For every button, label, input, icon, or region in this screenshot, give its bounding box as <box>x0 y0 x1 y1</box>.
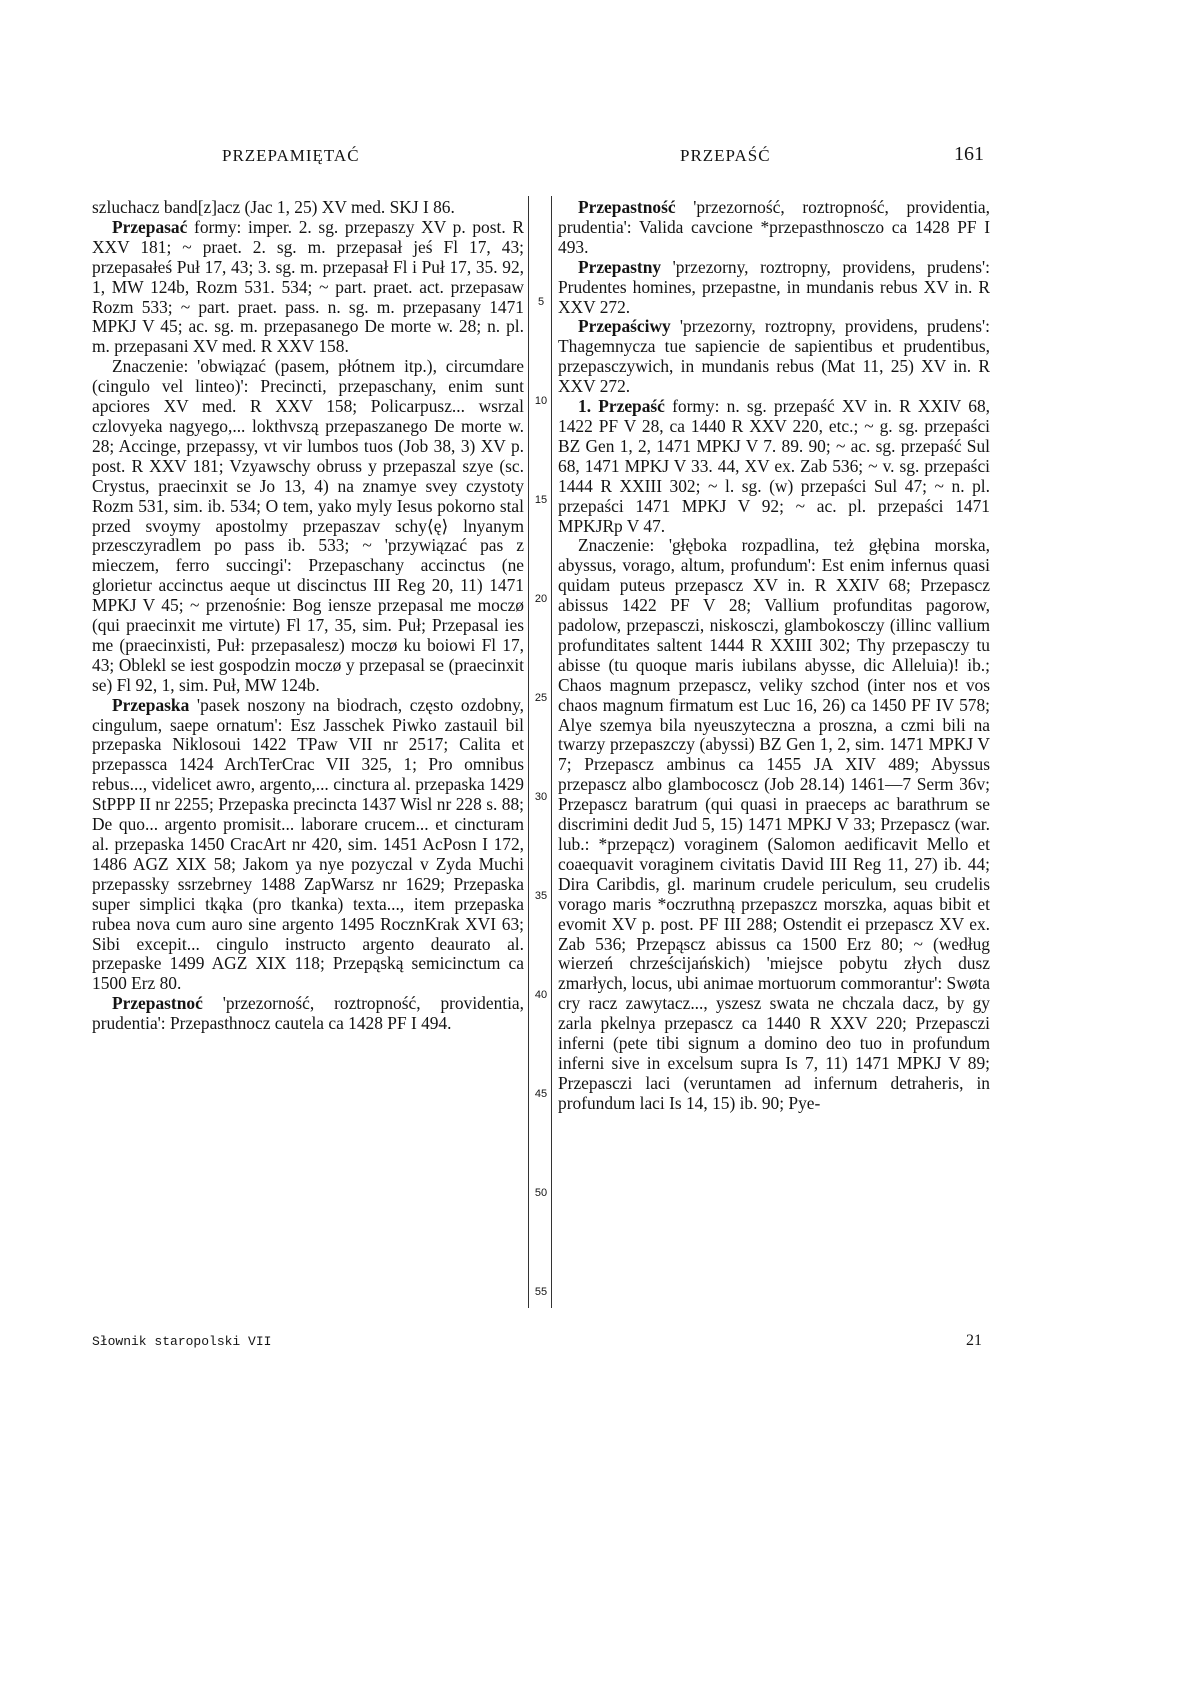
column-rule-left <box>528 196 529 1308</box>
footer-volume-title: Słownik staropolski VII <box>92 1334 272 1349</box>
line-number: 40 <box>534 989 548 1001</box>
line-number: 50 <box>534 1187 548 1199</box>
page-number: 161 <box>954 143 984 165</box>
entry-headword: Przepaska <box>112 694 190 715</box>
entry-headword: Przepastnoć <box>112 993 203 1014</box>
entry-headword: Przepaściwy <box>578 316 671 337</box>
entry-body: 'przezorny, roztropny, providens, prudens': Thagemnycza tue sapiencie de sapientibus et prudentibus, przepasczywich, in mundanis rebus (Mat 11, 25) XV in. R XXV 272. <box>558 316 990 397</box>
entry-continuation: szluchacz band[z]acz (Jac 1, 25) XV med. SKJ I 86. <box>92 197 455 217</box>
entry-body: formy: n. sg. przepaść XV in. R XXIV 68, 1422 PF V 28, ca 1440 R XXV 220, etc.; ~ g. sg. przepaści BZ Gen 1, 2, 1471 MPKJ V 7. 89. 90; ~ ac. sg. przepaść Sul 68, 1471 MPKJ V 33. 44, XV ex. Zab 536; ~ v. sg. przepaści 1444 R XXIII 302; ~ l. sg. (w) przepaści Sul 47; ~ n. pl. przepaści 1471 MPKJ V 92; ~ ac. pl. przepaści 1471 MPKJRp V 47. <box>558 396 990 536</box>
dictionary-entry <box>558 317 990 397</box>
dictionary-entry <box>92 994 524 1034</box>
running-head-left: PRZEPAMIĘTAĆ <box>222 146 360 165</box>
entry-meaning: Znaczenie: 'obwiązać (pasem, płótnem itp.), circumdare (cingulo vel linteo)': Precincti, przepaschany, enim sunt apciores XV med. R XXV 158; Policarpusz... wsrzal czlovyeka nagyego,... lokthvszą przepaszanego De morte w. 28; Accinge, przepassy, vt vir lumbos tuos (Job 38, 3) XV p. post. R XXV 181; Vzyawschy obruss y przepaszal szye (sc. Crystus, praecinxit se Jo 13, 4) na znamye svey czystoty Rozm 531, sim. ib. 534; O tem, yako myly Iesus pokorno stal przed svoymy apostolmy przepaszav schy⟨ę⟩ lnyanym przesczyradlem po pass ib. 533; ~ 'przywiązać pas z mieczem, ferro succingi': Przepaschany accinctus (ne glorietur accinctus aeque ut discinctus III Reg 20, 11) 1471 MPKJ V 45; ~ przenośnie: Bog iensze przepasal me moczø (qui praecinxit me virtute) Fl 17, 35, sim. Puł; Przepasal ies me (praecinxisti, Puł: przepasalesz) moczø ku boiowi Fl 17, 43; Oblekl se iest gospodzin moczø y przepasal se (praecinxit se) Fl 92, 1, sim. Puł, MW 124b. <box>92 356 524 695</box>
entry-body: 'przezorny, roztropny, providens, prudens': Prudentes homines, przepastne, in mundanis rebus XV in. R XXV 272. <box>558 256 990 317</box>
entry-headword: Przepastność <box>578 197 676 217</box>
line-number: 15 <box>534 494 548 506</box>
line-number: 55 <box>534 1286 548 1298</box>
dictionary-entry <box>558 258 990 318</box>
line-number: 35 <box>534 890 548 902</box>
dictionary-entry <box>558 397 990 536</box>
left-column <box>92 198 524 1034</box>
footer-signature: 21 <box>966 1332 982 1349</box>
entry-body: 'pasek noszony na biodrach, często ozdobny, cingulum, saepe ornatum': Esz Jasschek Piwko zastauil bil przepaska Niklosoui 1422 TPaw VII nr 2517; Calita et przepassca 1424 ArchTerCrac VII 325, 1; Pro omnibus rebus..., videlicet awro, argento,... cinctura al. przepaska 1429 StPPP II nr 2255; Przepaska precincta 1437 Wisl nr 228 s. 88; De quo... argento promisit... laborare crucem... et cincturam al. przepaska 1450 CracArt nr 420, sim. 1451 AcPosn I 172, 1486 AGZ XIX 58; Jakom ya nye pozyczal v Zyda Muchi przepassky ssrzebrney 1488 ZapWarsz nr 1629; Przepaska super simplici tkąka (pro tkanka) texta..., item przepaska rubea nova cum auro sine argento 1495 RocznKrak XVI 63; Sibi excepit... cingulo instructo argento deaurato al. przepaske 1499 AGZ XIX 118; Przepąską semicinctum ca 1500 Erz 80. <box>92 694 524 994</box>
entry-meaning: Znaczenie: 'głęboka rozpadlina, też głębina morska, abyssus, vorago, altum, profundum': Est enim infernus quasi quidam puteus przepascz XV in. R XXIV 68; Przepascz abissus 1422 PF V 28; Vallium profunditas pagorow, padolow, przepasczi, niskosczi, glambokosczy (illinc vallium profunditates saltent 1444 R XXIII 302; Thy przepasczy tu abisse (tu quoque maris iubilans abysse, dic Alleluia)! ib.; Chaos magnum przepascz, veliky szchod (inter nos et vos chaos magnum firmatum est Luc 16, 26) ca 1450 PF IV 578; Alye szemya bila nyeuszyteczna a proszna, a czmi bili na twarzy przepaszczy (abyssi) BZ Gen 1, 2, sim. 1471 MPKJ V 7; Przepascz ambinus ca 1455 JA XIV 489; Abyssus przepascz albo glambocoscz (Job 28.14) 1461—7 Serm 36v; Przepascz baratrum (qui quasi in praeceps ac barathrum se discrimini dedit Jud 5, 15) 1471 MPKJ V 33; Przepascz (war. lub.: *przepącz) voraginem (Salomon aedificavit Mello et coaequavit voraginem civitatis David III Reg 11, 27) ib. 44; Dira Caribdis, gl. marinum crudele periculum, seu crudelis vorago maris *oczruthną przepaszcz morszka, aquas bibit et evomit XV p. post. PF III 288; Ostendit ei przepascz XV ex. Zab 536; Przepąscz abissus ca 1500 Erz 80; ~ (według wierzeń chrześcijańskich) 'miejsce pobytu złych dusz zmarłych, locus, ubi animae mortuorum commorantur': Swøta cry racz zawytacz..., yszesz swata ne chczala dacz, by gy zarla pkelnya przepascz ca 1440 R XXV 220; Przepasczi inferni (pete tibi signum a domino deo tuo in profundum inferni sive in excelsum supra Is 7, 11) 1471 MPKJ V 89; Przepasczi laci (veruntamen ad infernum detraheris, in profundum laci Is 14, 15) ib. 90; Pye- <box>558 535 990 1113</box>
entry-headword: Przepasać <box>112 216 188 237</box>
line-number: 25 <box>534 692 548 704</box>
right-column <box>558 198 990 1114</box>
dictionary-entry <box>558 198 990 258</box>
column-rule-right <box>551 196 552 1308</box>
entry-body: 'przezorność, roztropność, providentia, prudentia': Przepasthnocz cautela ca 1428 PF I 494. <box>92 993 524 1034</box>
dictionary-entry <box>92 696 524 995</box>
line-number: 5 <box>537 296 545 308</box>
entry-body: formy: imper. 2. sg. przepaszy XV p. post. R XXV 181; ~ praet. 2. sg. m. przepasał jeś Fl 17, 43; przepasałeś Puł 17, 43; 3. sg. m. przepasał Fl i Puł 17, 35. 92, 1, MW 124b, Rozm 531. 534; ~ part. praet. act. przepasaw Rozm 533; ~ part. praet. pass. n. sg. m. przepasany 1471 MPKJ V 45; ac. sg. m. przepasanego De morte w. 28; n. pl. m. przepasani XV med. R XXV 158. <box>92 216 524 357</box>
dictionary-entry <box>92 218 524 357</box>
entry-headword: 1. Przepaść <box>578 396 665 417</box>
entry-headword: Przepastny <box>578 256 662 277</box>
line-number: 30 <box>534 791 548 803</box>
entry-body: 'przezorność, roztropność, providentia, prudentia': Valida cavcione *przepasthnosczo ca 1428 PF I 493. <box>558 197 990 257</box>
running-head-right: PRZEPAŚĆ <box>680 146 771 165</box>
line-number: 20 <box>534 593 548 605</box>
line-number: 45 <box>534 1088 548 1100</box>
line-number: 10 <box>534 395 548 407</box>
